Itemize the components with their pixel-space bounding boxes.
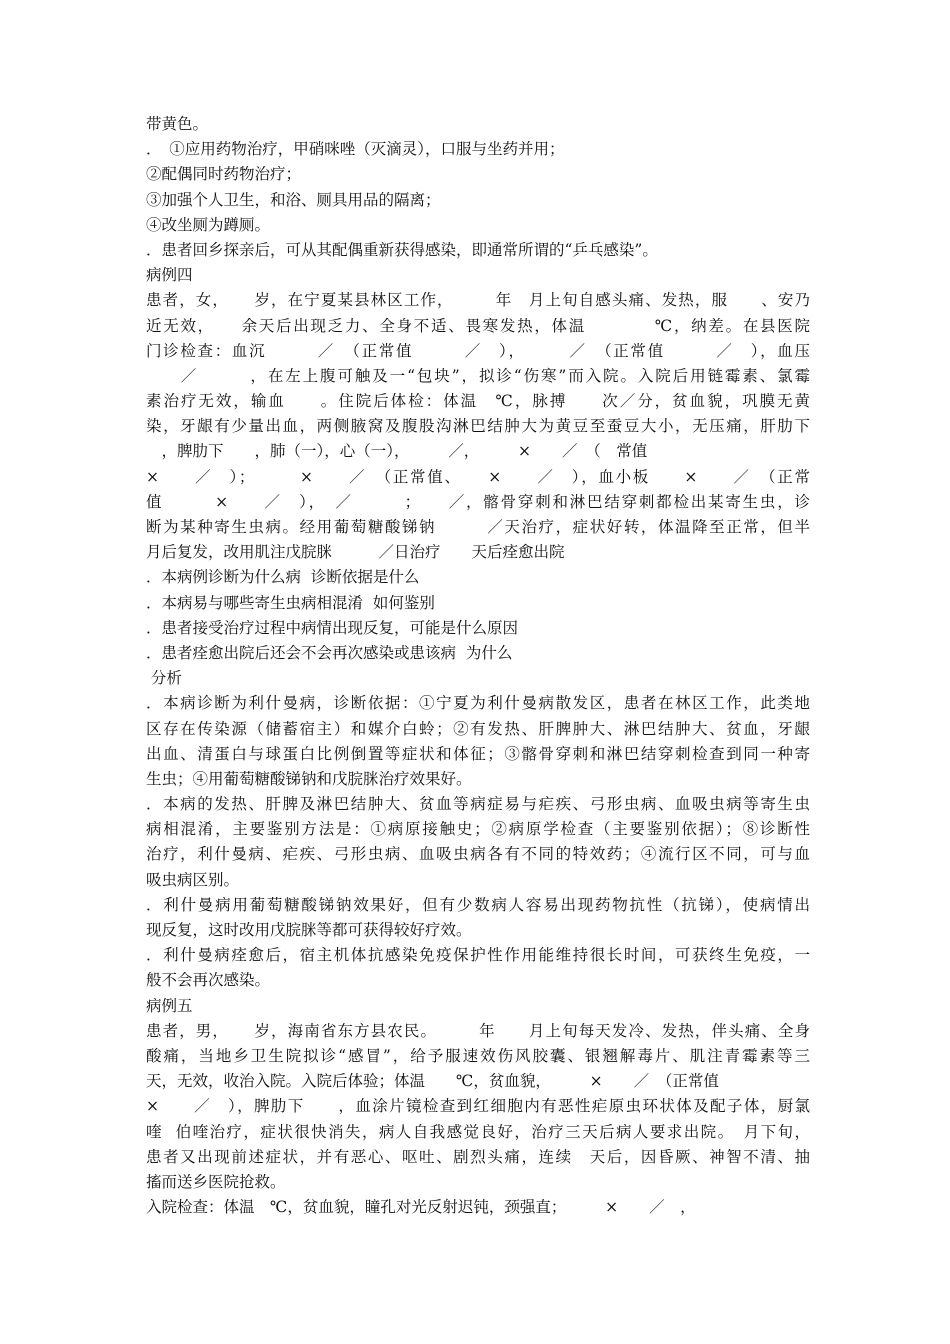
text-line: 带黄色。 [146,115,209,133]
text-line: 治疗，利什曼病、疟疾、弓形虫病、血吸虫病各有不同的特效药；④流行区不同，可与血 [146,845,810,864]
text-line: 患者，男， 岁，海南省东方县农民。 年 月上旬每天发冷、发热，伴头痛、全身 [146,1021,810,1040]
text-line: 近无效， 余天后出现乏力、全身不适、畏寒发热，体温 ℃，纳差。在县医院 [146,316,810,335]
text-line: 病相混淆，主要鉴别方法是：①病原接触史；②病原学检查（主要鉴别依据）；⑧诊断性 [146,820,810,839]
text-line: ④改坐厕为蹲厕。 [146,215,271,234]
text-line: 般不会再次感染。 [146,971,271,990]
text-line: 染，牙龈有少量出血，两侧腋窝及腹股沟淋巴结肿大为黄豆至蚕豆大小，无压痛，肝肋下 [146,417,810,436]
text-line: 现反复，这时改用戊脘脒等都可获得较好疗效。 [146,921,472,939]
text-line: 值 × ／ ）， ／ ； ／，髂骨穿刺和淋巴结穿刺都检出某寄生虫，诊 [146,492,810,511]
text-line: 患者又出现前述症状，并有恶心、呕吐、剧烈头痛，连续 天后，因昏厥、神智不清、抽 [146,1147,810,1166]
text-line: 断为某种寄生虫病。经用葡萄糖酸锑钠 ／天治疗，症状好转，体温降至正常，但半 [146,518,810,536]
text-line: ，脾肋下 ，肺（一），心（一）， ／， × ／ （ 常值 [146,442,648,461]
text-line: 患者，女， 岁，在宁夏某县林区工作， 年 月上旬自感头痛、发热，服 、安乃 [146,291,810,310]
text-line: ．本病诊断为利什曼病，诊断依据：①宁夏为利什曼病散发区，患者在林区工作，此类地 [146,694,810,713]
text-line: 生虫；④用葡萄糖酸锑钠和戊脘脒治疗效果好。 [146,769,472,788]
text-line: × ／ ），脾肋下 ，血涂片镜检查到红细胞内有恶性疟原虫环状体及配子体，厨氯 [146,1097,810,1116]
text-line: 门诊检查：血沉 ／ （正常值 ／ ）， ／ （正常值 ／ ），血压 [146,341,810,360]
text-line: ．利什曼病用葡萄糖酸锑钠效果好，但有少数病人容易出现药物抗性（抗锑），使病情出 [146,895,810,914]
text-line: 出血、清蛋白与球蛋白比例倒置等症状和体征；③髂骨穿刺和淋巴结穿刺检查到同一种寄 [146,744,810,763]
text-line: 喹 伯喹治疗，症状很快消失，病人自我感觉良好，治疗三天后病人要求出院。 月下旬， [146,1122,810,1141]
text-line: ． ①应用药物治疗，甲硝咪唑（灭滴灵），口服与坐药并用； [146,140,565,159]
text-line: 素治疗无效，输血 。住院后体检：体温 ℃，脉搏 次／分，贫血貌，巩膜无黄 [146,392,810,411]
text-line: ．患者回乡探亲后，可从其配偶重新获得感染，即通常所谓的“乒乓感染”。 [146,240,658,259]
text-line: ．利什曼病痊愈后，宿主机体抗感染免疫保护性作用能维持很长时间，可获终生免疫，一 [146,946,810,965]
document-page [146,112,810,1220]
text-line: 天，无效，收治入院。入院后体验；体温 ℃，贫血貌， × ／ （正常值 [146,1072,719,1091]
text-line: 病例五 [146,996,193,1015]
text-line: ．本病的发热、肝脾及淋巴结肿大、贫血等病症易与疟疾、弓形虫病、血吸虫病等寄生虫 [146,795,810,814]
text-line: × ／ ）； × ／ （正常值、 × ／ ），血小板 × ／ （正常 [146,467,810,486]
text-line: 搐而送乡医院抢救。 [146,1172,286,1191]
text-line: 区存在传染源（储蓄宿主）和媒介白蛉；②有发热、肝脾肿大、淋巴结肿大、贫血，牙龈 [146,719,810,738]
text-line: 病例四 [146,266,193,285]
text-line: ．本病易与哪些寄生虫病相混淆 如何鉴别 [146,593,435,612]
text-line: ②配偶同时药物治疗； [146,165,302,184]
text-line: 入院检查：体温 ℃，贫血貌，瞳孔对光反射迟钝，颈强直； × ／ ， [146,1198,696,1217]
text-line: 酸痛，当地乡卫生院拟诊“感冒”，给予服速效伤风胶囊、银翘解毒片、肌注青霉素等三 [146,1046,810,1065]
text-line: ．患者接受治疗过程中病情出现反复，可能是什么原因 [146,618,519,637]
text-line: ／ ，在左上腹可触及一“包块”，拟诊“伤寒”而入院。入院后用链霉素、氯霉 [146,366,810,385]
text-line: ．患者痊愈出院后还会不会再次感染或患该病 为什么 [146,643,513,662]
text-line: 分析 [146,669,182,688]
text-line: 月后复发，改用肌注戊脘脒 ／日治疗 天后痊愈出院 [146,543,565,562]
text-line: 吸虫病区别。 [146,870,240,889]
text-line: ③加强个人卫生，和浴、厕具用品的隔离； [146,190,441,209]
text-line: ．本病例诊断为什么病 诊断依据是什么 [146,568,420,587]
